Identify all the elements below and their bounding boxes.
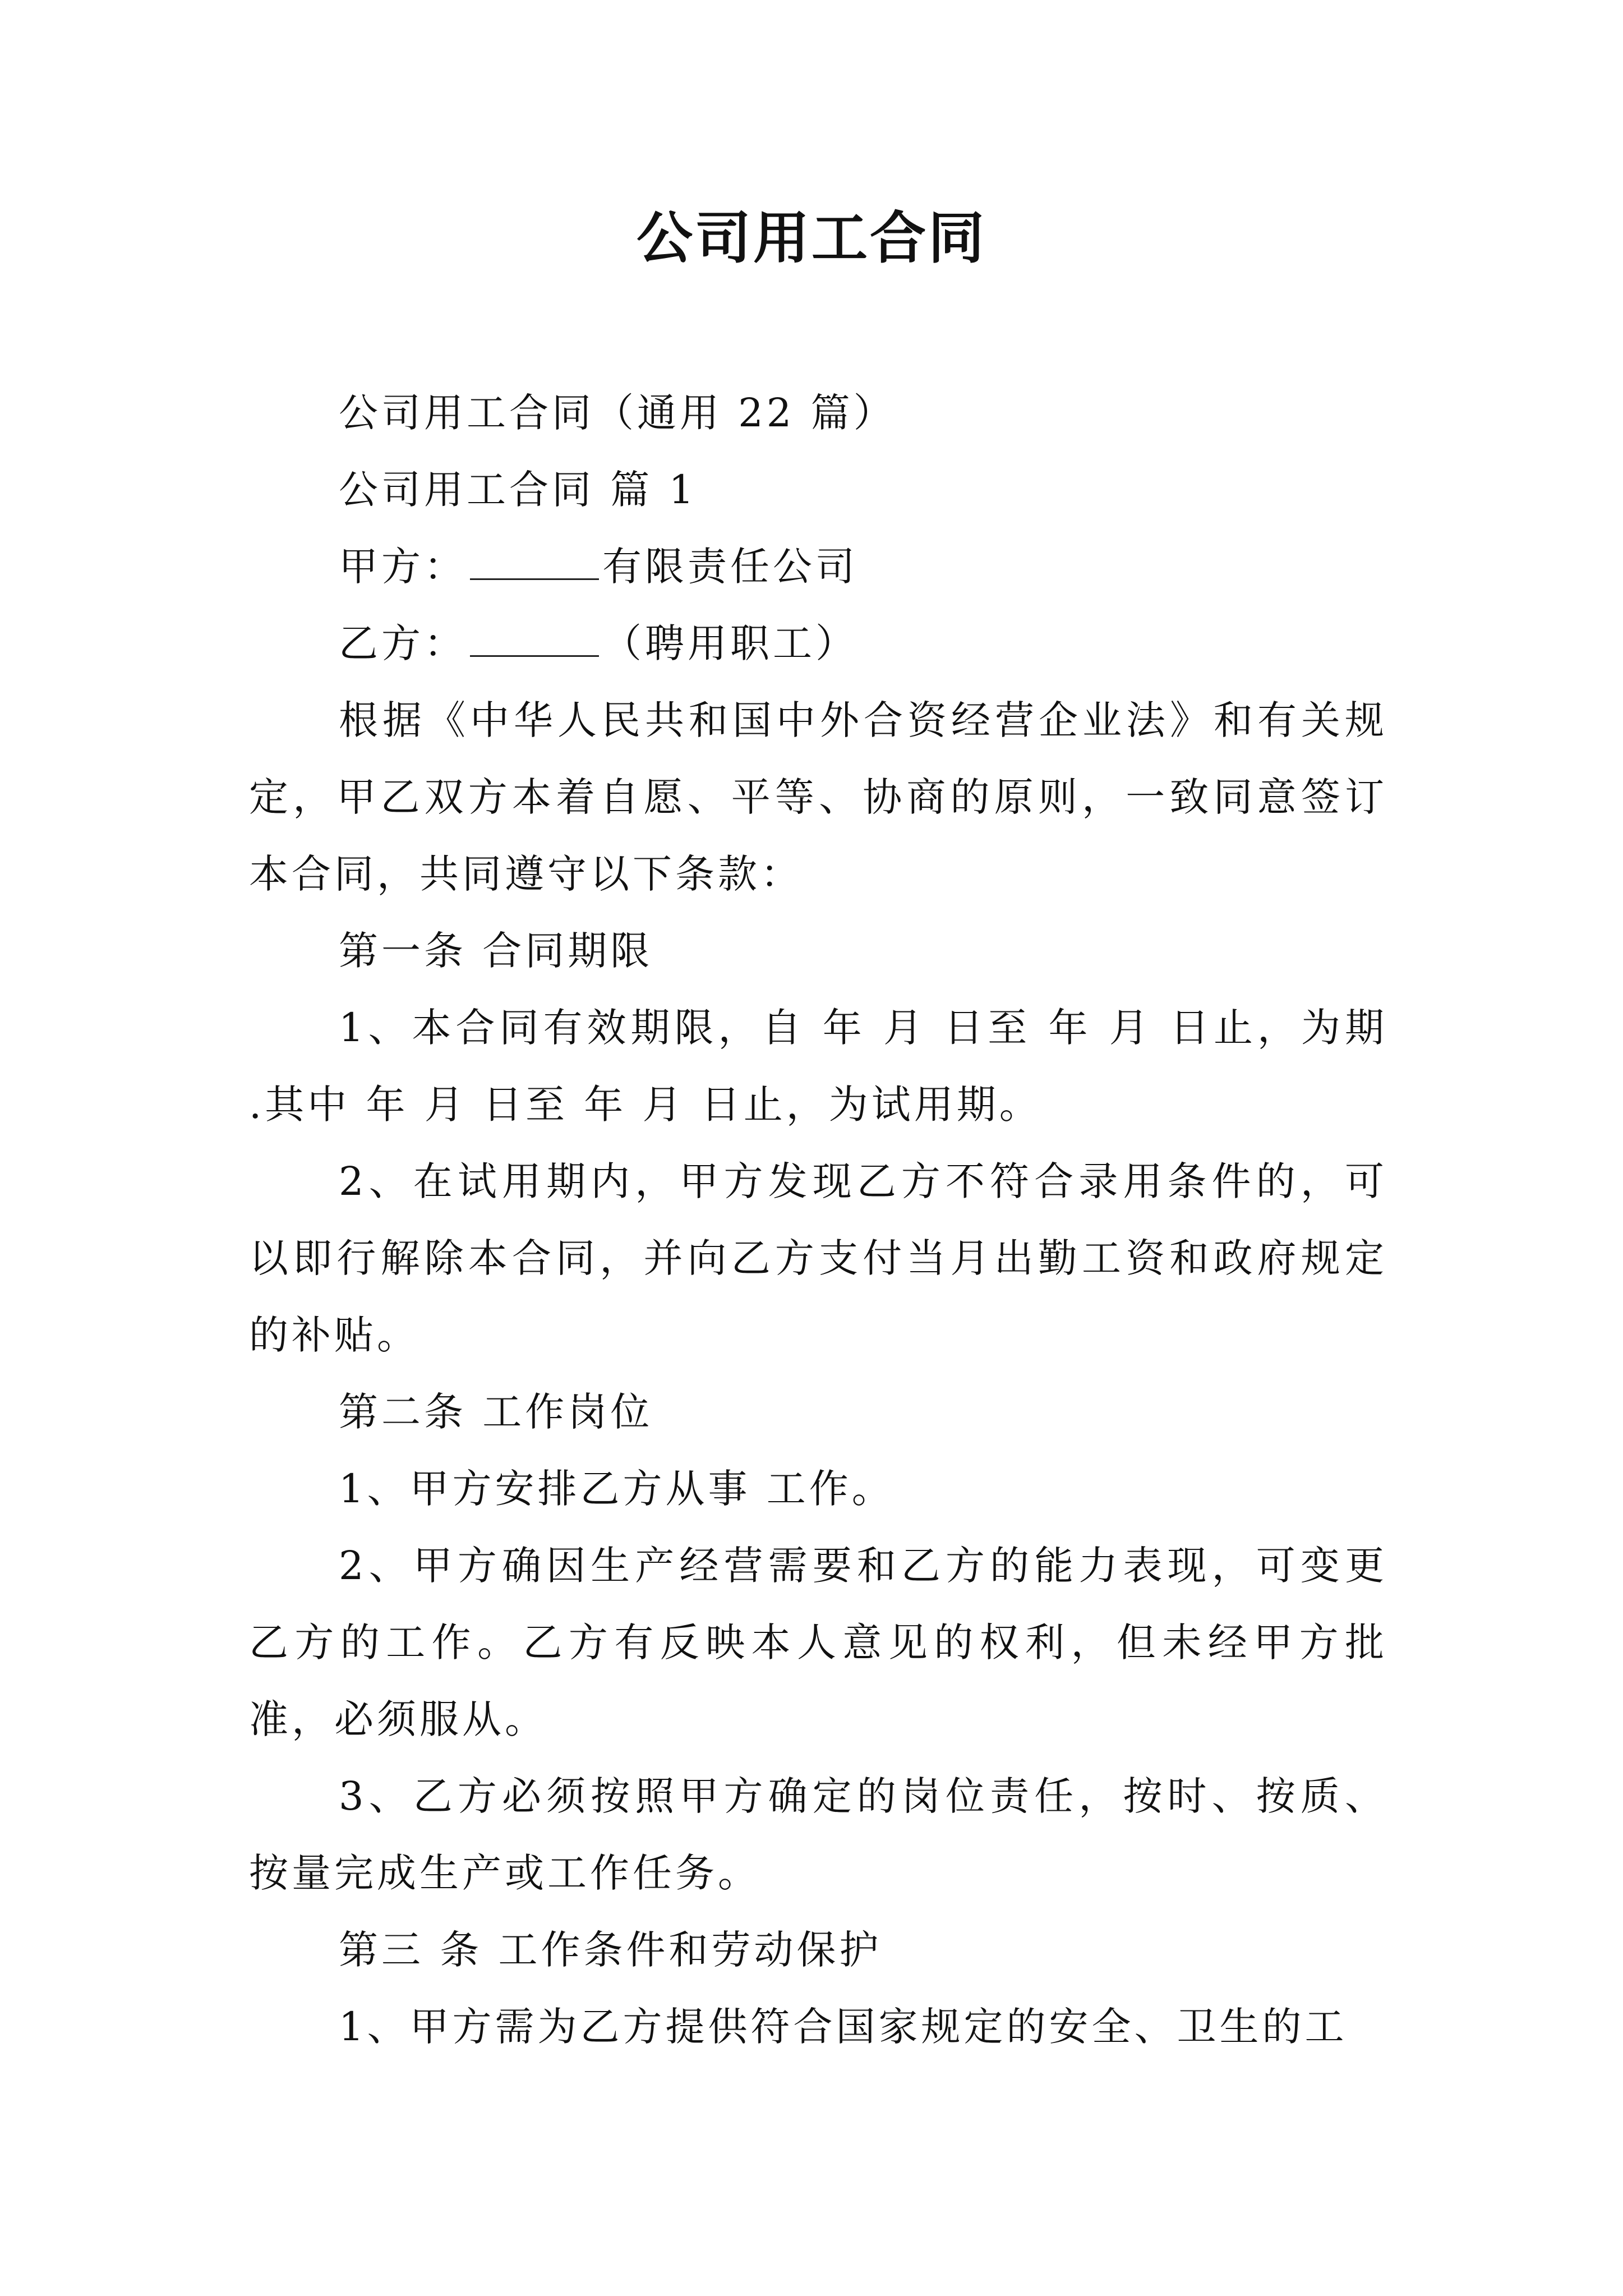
- article1-item2: 2、在试用期内，甲方发现乙方不符合录用条件的，可以即行解除本合同，并向乙方支付当月出勤工资和政府规定的补贴。: [249, 1158, 1387, 1358]
- party-b-suffix: （聘用职工）: [602, 620, 858, 666]
- party-a-suffix: 有限责任公司: [602, 544, 858, 590]
- article1-heading: 第一条 合同期限: [339, 928, 653, 974]
- article2-item3: 3、乙方必须按照甲方确定的岗位责任，按时、按质、按量完成生产或工作任务。: [249, 1773, 1387, 1896]
- party-a-line: [249, 528, 1387, 605]
- article2-item2: 2、甲方确因生产经营需要和乙方的能力表现，可变更乙方的工作。乙方有反映本人意见的权利，但未经甲方批准，必须服从。: [249, 1543, 1387, 1742]
- party-b-blank: [470, 622, 599, 657]
- article3-heading: 第三 条 工作条件和劳动保护: [339, 1927, 882, 1973]
- document-title: 公司用工合同: [637, 205, 986, 271]
- article3-item1: 1、甲方需为乙方提供符合国家规定的安全、卫生的工: [339, 2004, 1348, 2050]
- document-body: [249, 375, 1387, 2065]
- document-subtitle: 公司用工合同（通用 22 篇）: [339, 390, 896, 436]
- intro-paragraph: 根据《中华人民共和国中外合资经营企业法》和有关规定，甲乙双方本着自愿、平等、协商的原则，一致同意签订本合同，共同遵守以下条款：: [249, 697, 1387, 897]
- party-a-blank: [470, 545, 599, 580]
- section-heading: 公司用工合同 篇 1: [339, 467, 698, 513]
- article2-heading: 第二条 工作岗位: [339, 1389, 653, 1435]
- article2-item1: 1、甲方安排乙方从事 工作。: [339, 1466, 895, 1512]
- party-b-line: [249, 605, 1387, 682]
- party-b-label: 乙方：: [339, 620, 467, 666]
- party-a-label: 甲方：: [339, 544, 467, 590]
- article1-item1: 1、本合同有效期限，自 年 月 日至 年 月 日止，为期 .其中 年 月 日至 年 月 日止，为试用期。: [249, 1005, 1387, 1128]
